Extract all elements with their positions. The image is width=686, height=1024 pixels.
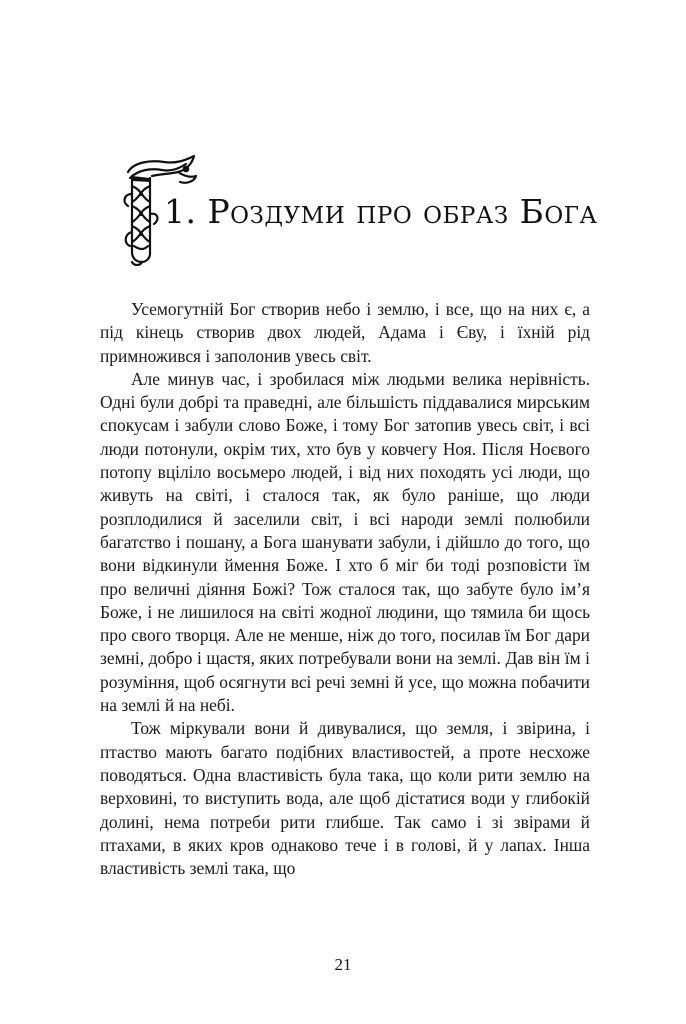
paragraph: Усемогутній Бог створив небо і землю, і все, що на них є, а під кінець створив двох людей, Адама і Єву, і їхній рід примножився і заполонив увесь світ. — [100, 299, 590, 366]
chapter-title: 1. Роздуми про образ Бога — [164, 192, 598, 231]
chapter-heading — [120, 150, 598, 270]
body-text — [100, 298, 590, 880]
paragraph: Але минув час, і зробилася між людьми велика нерівність. Одні були добрі та праведні, але більшість піддавалися мирським спокусам і забули слово Боже, і тому Бог затопив увесь світ, і всі люди потонули, окрім тих, хто був у ковчегу Ноя. Після Ноєвого потопу вціліло восьмеро людей, і від них походять усі люди, що живуть на світі, і сталося так, як було раніше, що люди розплодилися й заселили світ, і всі народи землі полюбили багатство і пошану, а Бога шанувати забули, і дійшло до того, що вони відкинули ймення Боже. І хто б міг би тоді розповісти їм про величні діяння Божі? Тож сталося так, що забуте було ім’я Боже, і не лишилося на світі жодної людини, що тямила би щось про свого творця. Але не менше, ніж до того, посилав їм Бог дари земні, добро і щастя, яких потребували вони на землі. Дав він їм і розуміння, щоб осягнути всі речі земні й усе, що можна побачити на землі й на небі. — [100, 368, 590, 716]
page-number: 21 — [334, 955, 352, 974]
paragraph: Тож міркували вони й дивувалися, що земля, і звірина, і птаство мають багато подібних властивостей, а проте несхоже поводяться. Одна властивість була така, що коли рити землю на верховині, то виступить вода, але щоб дістатися води у глибокій долині, нема потреби рити глибше. Так само і зі звірами й птахами, в яких кров однаково тече і в голові, й у лапах. Інша властивість землі така, що — [100, 718, 590, 879]
